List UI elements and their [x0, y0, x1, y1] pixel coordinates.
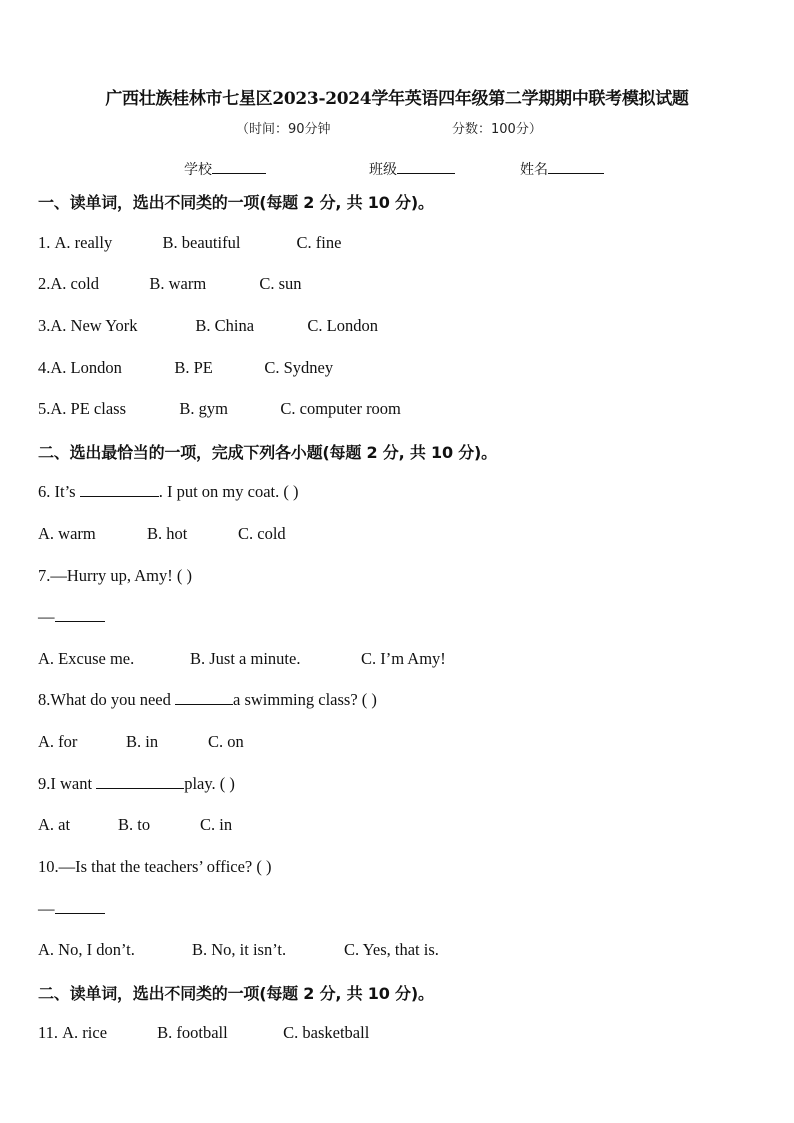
- question-8-options: [38, 732, 244, 752]
- question-11: [38, 1023, 369, 1043]
- question-2: [38, 274, 302, 294]
- class-label: 班级: [369, 162, 397, 178]
- option-a: A. rice: [62, 1023, 108, 1042]
- dash: —: [38, 607, 55, 626]
- question-number: 11.: [38, 1023, 63, 1042]
- school-field: [184, 159, 266, 179]
- question-7: 7.—Hurry up, Amy! ( ): [38, 566, 192, 585]
- option-a: A. at: [38, 815, 71, 834]
- question-stem: 9.I want: [38, 774, 97, 793]
- option-b: B. to: [118, 815, 151, 834]
- class-blank: [397, 171, 455, 174]
- exam-score: 分数：100分）: [452, 122, 542, 137]
- class-field: [369, 159, 455, 179]
- question-9-options: [38, 815, 232, 835]
- question-7-options: [38, 649, 446, 669]
- option-c: C. Yes, that is.: [344, 940, 439, 959]
- option-b: B. PE: [174, 358, 213, 377]
- option-c: C. basketball: [283, 1023, 370, 1042]
- option-a: A. No, I don’t.: [38, 940, 135, 959]
- question-number: 4.: [38, 358, 51, 377]
- question-stem: 6. It’s: [38, 482, 80, 501]
- option-a: A. New York: [50, 316, 138, 335]
- section-2-heading: 二、选出最恰当的一项，完成下列各小题(每题 2 分, 共 10 分)。: [38, 443, 497, 462]
- question-3: [38, 316, 378, 336]
- question-4: [38, 358, 333, 378]
- question-stem: play. ( ): [184, 774, 235, 793]
- section-1-heading: 一、读单词，选出不同类的一项(每题 2 分, 共 10 分)。: [38, 193, 434, 212]
- question-5: [38, 399, 401, 419]
- option-b: B. warm: [149, 274, 207, 293]
- option-b: B. No, it isn’t.: [192, 940, 287, 959]
- question-6-options: [38, 524, 286, 544]
- option-a: A. PE class: [50, 399, 126, 418]
- option-a: A. warm: [38, 524, 96, 543]
- answer-blank: [96, 786, 184, 789]
- page-title: 广西壮族桂林市七星区2023-2024学年英语四年级第二学期期中联考模拟试题: [105, 89, 689, 109]
- school-label: 学校: [184, 162, 212, 178]
- name-field: [520, 159, 604, 179]
- school-blank: [212, 171, 266, 174]
- option-a: A. for: [38, 732, 78, 751]
- option-c: C. London: [307, 316, 378, 335]
- dash: —: [38, 899, 55, 918]
- option-b: B. gym: [179, 399, 228, 418]
- question-stem: . I put on my coat. ( ): [158, 482, 299, 501]
- question-number: 1.: [38, 233, 55, 252]
- question-number: 5.: [38, 399, 51, 418]
- option-a: A. London: [50, 358, 122, 377]
- option-b: B. hot: [147, 524, 188, 543]
- question-stem: a swimming class? ( ): [233, 690, 377, 709]
- option-c: C. Sydney: [264, 358, 334, 377]
- option-c: C. sun: [259, 274, 302, 293]
- option-b: B. Just a minute.: [190, 649, 301, 668]
- answer-blank: [80, 494, 159, 497]
- question-8: [38, 690, 377, 710]
- option-c: C. fine: [296, 233, 342, 252]
- question-7-answer-line: [38, 607, 105, 627]
- option-a: A. Excuse me.: [38, 649, 135, 668]
- option-c: C. on: [208, 732, 244, 751]
- question-10-answer-line: [38, 899, 105, 919]
- answer-blank: [55, 911, 105, 914]
- option-b: B. China: [195, 316, 255, 335]
- option-a: A. cold: [50, 274, 99, 293]
- question-number: 3.: [38, 316, 51, 335]
- question-9: [38, 774, 235, 794]
- name-blank: [548, 171, 604, 174]
- option-a: A. really: [54, 233, 113, 252]
- question-10: 10.—Is that the teachers’ office? ( ): [38, 857, 272, 876]
- option-c: C. in: [200, 815, 233, 834]
- option-b: B. in: [126, 732, 159, 751]
- question-stem: 8.What do you need: [38, 690, 176, 709]
- option-c: C. I’m Amy!: [361, 649, 446, 668]
- exam-time: （时间：90分钟: [236, 122, 331, 137]
- answer-blank: [55, 619, 105, 622]
- question-number: 2.: [38, 274, 51, 293]
- question-10-options: [38, 940, 439, 960]
- question-1: [38, 233, 341, 253]
- option-c: C. cold: [238, 524, 286, 543]
- option-c: C. computer room: [280, 399, 401, 418]
- option-b: B. football: [157, 1023, 228, 1042]
- option-b: B. beautiful: [162, 233, 241, 252]
- name-label: 姓名: [520, 162, 548, 178]
- question-6: [38, 482, 298, 502]
- section-3-heading: 二、读单词，选出不同类的一项(每题 2 分, 共 10 分)。: [38, 984, 434, 1003]
- answer-blank: [175, 702, 233, 705]
